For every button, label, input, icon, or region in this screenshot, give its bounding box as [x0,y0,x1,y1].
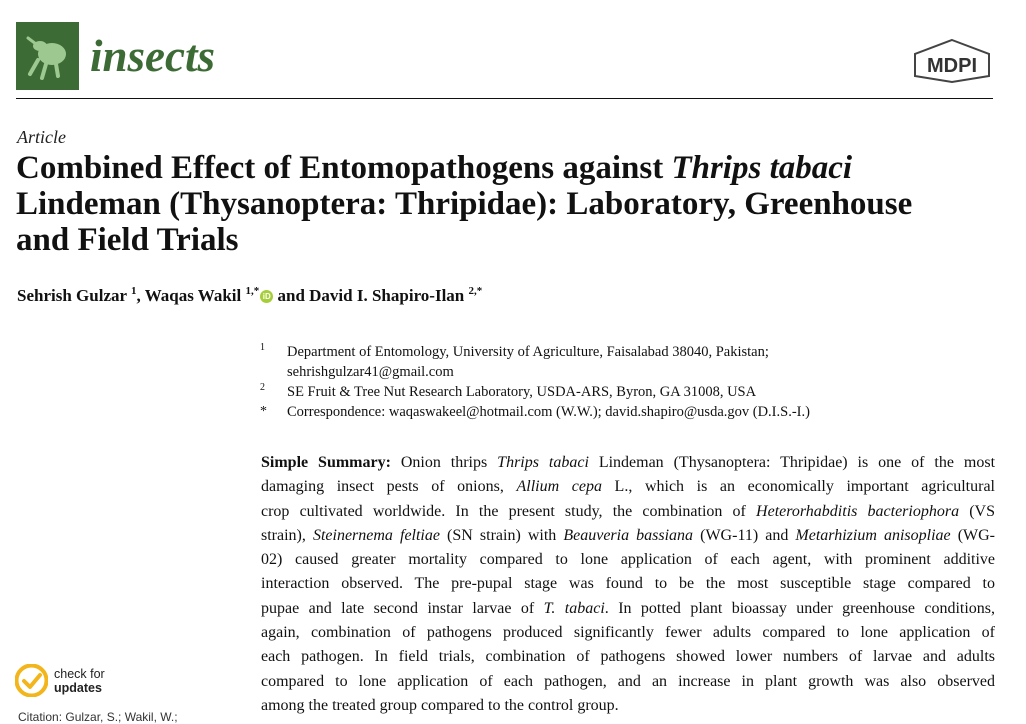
article-title [16,150,1006,258]
mdpi-logo-text: MDPI [927,55,977,77]
citation-fragment: Citation: Gulzar, S.; Wakil, W.; [18,710,178,724]
journal-logo [16,22,79,90]
author-affil-mark: 2,* [468,285,483,297]
summary-text: Onion thrips [390,454,498,471]
header-divider [16,98,993,99]
summary-text: (VS [959,502,996,520]
summary-text: (SN strain) with [439,526,564,544]
author-separator: , [136,286,145,305]
summary-text: L., which is an economically important agricultural [601,478,995,496]
summary-text: damaging insect pests of onions, [261,478,517,496]
summary-text: among the treated group compared to the control group. [261,696,619,714]
author-name[interactable]: Sehrish Gulzar [17,286,127,305]
title-text: Lindeman (Thysanoptera: Thripidae): Laboratory, Greenhouse [16,186,913,222]
summary-heading: Simple Summary: [261,454,391,471]
check-updates-label: check for [54,666,105,681]
affiliation-mark: 2 [260,382,265,393]
author-affil-mark: 1 [130,285,137,297]
summary-text: interaction observed. The pre-pupal stage was found to be the most susceptible stage compared to [261,575,995,593]
species-name: Steinernema feltiae [312,526,440,544]
summary-text: pupae and late second instar larvae of [261,599,544,617]
summary-text: each pathogen. In field trials, combination of pathogens showed lower numbers of larvae and adults [261,648,995,666]
summary-text: (WG-11) and [693,526,796,544]
affiliation-item [260,342,1000,382]
affiliation-text: SE Fruit & Tree Nut Research Laboratory, USDA-ARS, Byron, GA 31008, USA [287,384,757,400]
species-name: Allium cepa [516,478,602,496]
check-updates-label: updates [54,680,102,695]
summary-text: Lindeman (Thysanoptera: Thripidae) is one of the most [588,454,996,471]
author-list [17,285,482,306]
summary-text: . In potted plant bioassay under greenhouse conditions, [604,599,996,617]
affiliations [260,342,1000,422]
simple-summary [261,451,995,718]
species-name: T. tabaci [543,599,605,617]
species-name: Heterorhabditis bacteriophora [756,502,960,520]
species-name: Beauveria bassiana [563,526,694,544]
summary-text: strain), [261,526,313,544]
summary-text: 02) caused greater mortality compared to lone application of each agent, with prominent additive [261,551,995,569]
affiliation-mark: 1 [260,342,265,353]
correspondence-item [260,402,1000,422]
summary-text: again, combination of pathogens produced significantly fewer adults compared to lone application of [261,624,995,642]
author-separator: and [273,286,310,305]
species-name: Metarhizium anisopliae [795,526,951,544]
insect-silhouette-icon [16,22,79,90]
species-name: Thrips tabaci [497,454,589,471]
title-text: and Field Trials [16,222,239,258]
check-circle-icon [15,664,48,697]
orcid-icon[interactable]: iD [260,290,273,303]
summary-text: compared to lone application of each pathogen, and an increase in plant growth was also observed [261,672,995,690]
author-affil-mark: 1,* [245,285,260,297]
affiliation-email[interactable]: sehrishgulzar41@gmail.com [287,364,454,380]
title-species: Thrips tabaci [671,150,853,186]
article-type: Article [17,127,66,147]
correspondence-text[interactable]: Correspondence: waqaswakeel@hotmail.com (W.W.); david.shapiro@usda.gov (D.I.S.-I.) [287,404,810,420]
summary-text: (WG- [950,526,996,544]
affiliation-item [260,382,1000,402]
mdpi-logo[interactable] [912,38,992,89]
check-for-updates-button[interactable] [15,664,105,697]
affiliation-mark: * [260,404,267,419]
journal-name[interactable]: insects [90,31,216,81]
affiliation-text: Department of Entomology, University of Agriculture, Faisalabad 38040, Pakistan; [287,344,769,360]
author-name[interactable]: David I. Shapiro-Ilan [309,286,465,305]
summary-text: crop cultivated worldwide. In the present study, the combination of [261,502,757,520]
title-text: Combined Effect of Entomopathogens against [16,150,672,186]
author-name[interactable]: Waqas Wakil [144,286,242,305]
